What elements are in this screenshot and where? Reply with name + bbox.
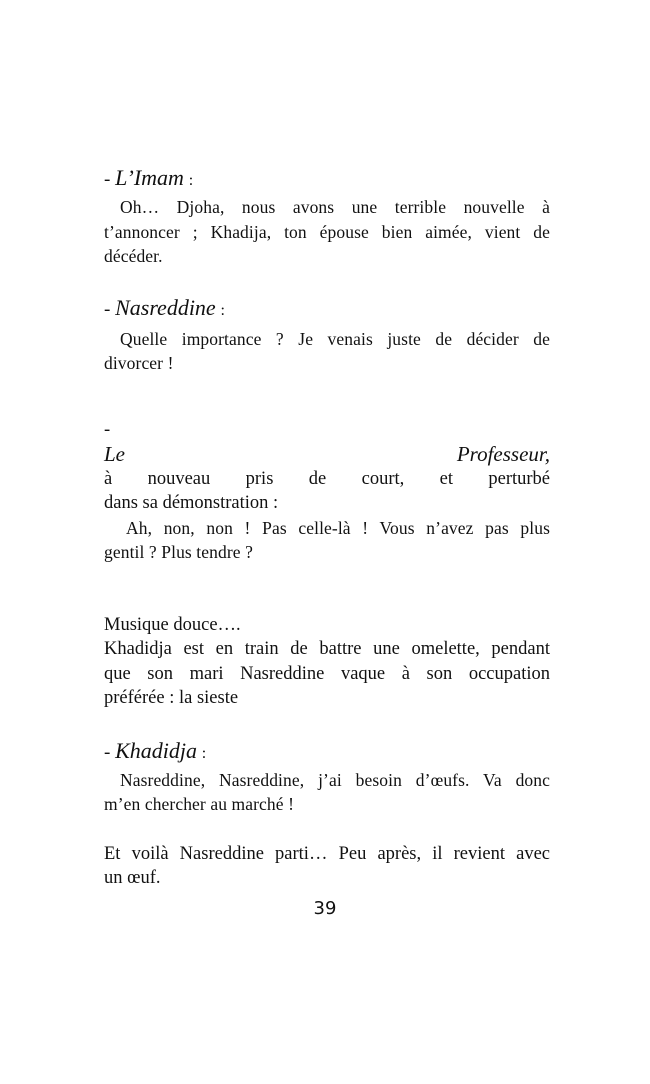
- reply-line: Nasreddine, Nasreddine, j’ai besoin d’œufs. Va donc: [120, 769, 550, 790]
- intro-line: dans sa démonstration :: [104, 493, 279, 513]
- speaker-colon: :: [201, 744, 207, 762]
- speaker-colon: :: [220, 301, 225, 319]
- reply-khadidja: [104, 768, 550, 817]
- narration-2: [104, 842, 550, 891]
- reply-line: Quelle importance ? Je venais juste de décider de: [120, 328, 550, 349]
- reply-line: gentil ? Plus tendre ?: [104, 542, 253, 562]
- narration-line: Et voilà Nasreddine parti… Peu après, il revient avec: [104, 843, 550, 864]
- narration-line: un œuf.: [104, 868, 161, 888]
- intro-professeur: [104, 418, 550, 516]
- narration-line: Khadidja est en train de battre une omelette, pendant: [104, 639, 550, 659]
- intro-rest: à nouveau pris de court, et perturbé: [104, 468, 550, 489]
- reply-line: t’annoncer ; Khadija, ton épouse bien aimée, vient de: [104, 221, 550, 242]
- reply-line: divorcer !: [104, 353, 174, 373]
- speaker-name-nasreddine: Nasreddine: [115, 294, 216, 320]
- speaker-name-imam: L’Imam: [115, 165, 184, 190]
- narration-line: préférée : la sieste: [104, 688, 239, 708]
- reply-line: m’en chercher au marché !: [104, 794, 295, 814]
- dash: -: [104, 419, 111, 440]
- dash: -: [104, 169, 111, 190]
- page-number: 39: [313, 898, 337, 919]
- narration-line: que son mari Nasreddine vaque à son occupation: [104, 663, 550, 684]
- reply-line: décéder.: [104, 246, 163, 266]
- reply-imam: [104, 195, 550, 269]
- speaker-khadidja: [104, 739, 550, 765]
- page-body: [104, 160, 550, 891]
- reply-professeur: [104, 516, 550, 565]
- reply-line: Ah, non, non ! Pas celle-là ! Vous n’avez pas plus: [126, 517, 550, 538]
- narration-line: Musique douce….: [104, 614, 241, 635]
- reply-line: Oh… Djoha, nous avons une terrible nouvelle à: [120, 197, 550, 217]
- intro-line: [104, 418, 550, 492]
- dash: -: [104, 741, 111, 763]
- narration-1: [104, 613, 550, 711]
- speaker-colon: :: [188, 172, 194, 189]
- speaker-nasreddine: [104, 296, 550, 322]
- speaker-name-khadidja: Khadidja: [115, 737, 197, 763]
- speaker-imam: [104, 166, 550, 192]
- dash: -: [104, 298, 111, 320]
- reply-nasreddine: [104, 327, 550, 376]
- speaker-name-professeur: Le Professeur,: [104, 442, 550, 466]
